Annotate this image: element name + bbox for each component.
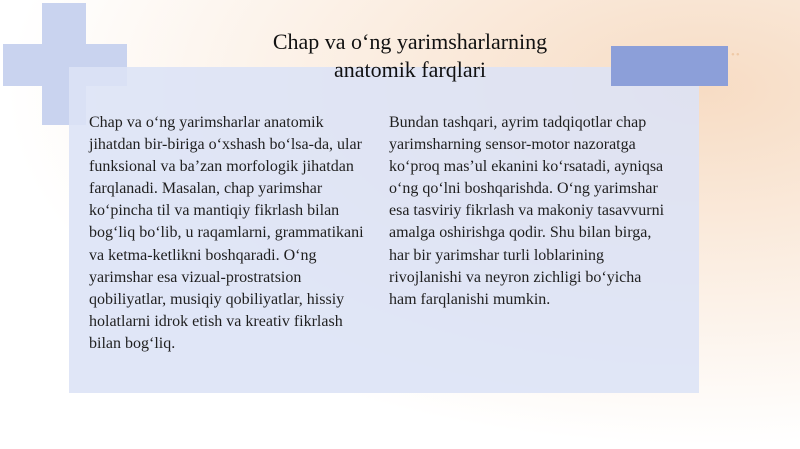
slide-title-line-1: Chap va o‘ng yarimsharlarning (272, 29, 548, 54)
slide-title (200, 28, 620, 84)
decorative-bar (611, 46, 728, 86)
left-text-column: Chap va o‘ng yarimsharlar anatomik jihatdan bir-biriga o‘xshash bo‘lsa-da, ular funksional va ba’zan morfologik jihatdan farqlanadi. Masalan, chap yarimshar ko‘pincha til va mantiqiy fikrlash bilan bog‘liq bo‘lib, u raqamlarni, grammatikani va ketma-ketlikni boshqaradi. O‘ng yarimshar esa vizual-prostratsion qobiliyatlar, musiqiy qobiliyatlar, hissiy holatlarni idrok etish va kreativ fikrlash bilan bog‘liq. (89, 114, 364, 352)
right-text-column: Bundan tashqari, ayrim tadqiqotlar chap yarimsharning sensor-motor nazoratga ko‘proq mas’ul ekanini ko‘rsatadi, ayniqsa o‘ng qo‘lni boshqarishda. O‘ng yarimshar esa tasviriy fikrlash va makoniy tasavvurni amalga oshirishga qodir. Shu bilan birga, har bir yarimshar turli loblarining rivojlanishi va neyron zichligi bo‘yicha ham farqlanishi mumkin. (389, 114, 665, 308)
slide-title-line-2: anatomik farqlari (333, 57, 487, 82)
decorative-dots-icon: •• (731, 49, 741, 61)
